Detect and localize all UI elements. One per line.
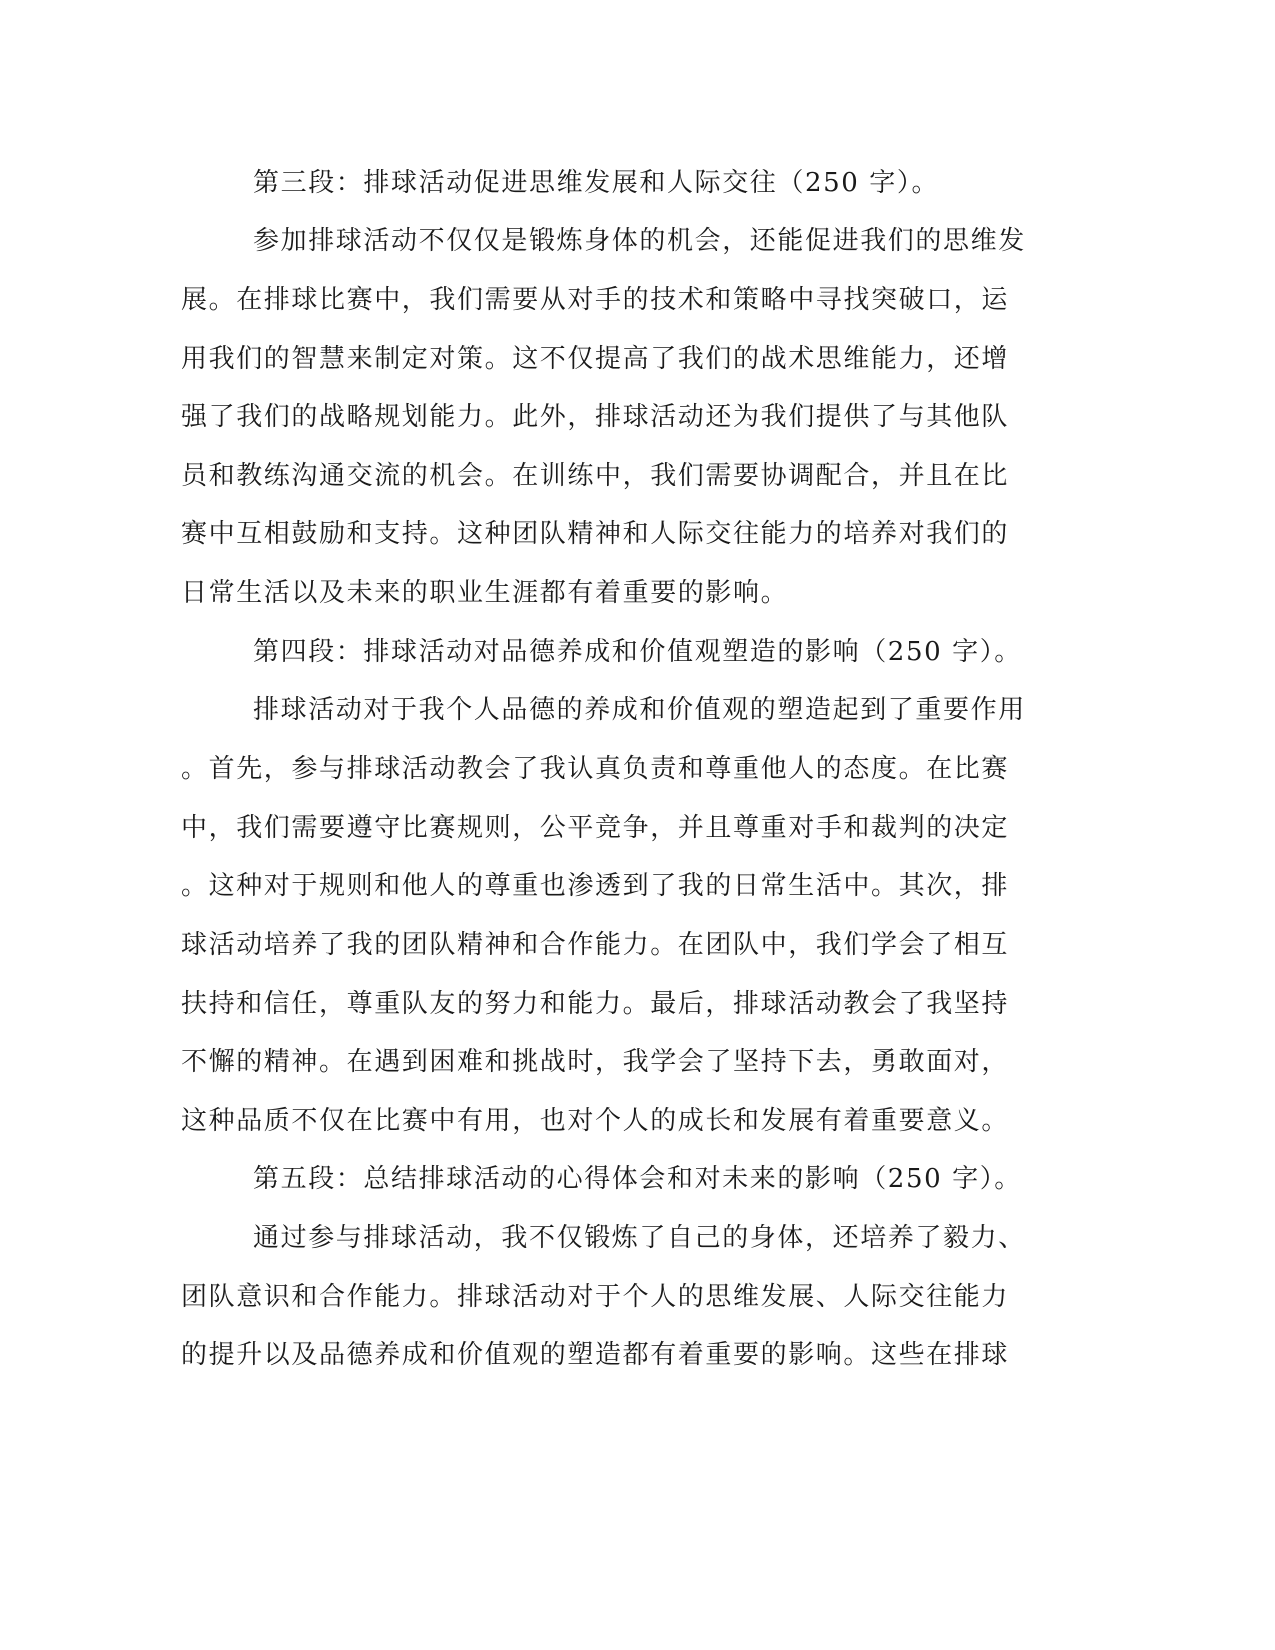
text-line: 。这种对于规则和他人的尊重也渗透到了我的日常生活中。其次，排 (181, 871, 1010, 902)
text-line: 这种品质不仅在比赛中有用，也对个人的成长和发展有着重要意义。 (181, 1105, 1010, 1136)
heading-line: 第四段：排球活动对品德养成和价值观塑造的影响（250 字）。 (253, 636, 1022, 667)
heading-line: 第三段：排球活动促进思维发展和人际交往（250 字）。 (253, 167, 940, 198)
text-line: 赛中互相鼓励和支持。这种团队精神和人际交往能力的培养对我们的 (181, 519, 1010, 550)
section-heading-3 (181, 154, 1141, 213)
text-line: 不懈的精神。在遇到困难和挑战时，我学会了坚持下去，勇敢面对， (181, 1047, 1010, 1078)
text-line: 参加排球活动不仅仅是锻炼身体的机会，还能促进我们的思维发 (253, 226, 1026, 257)
text-line: 排球活动对于我个人品德的养成和价值观的塑造起到了重要作用 (253, 695, 1026, 726)
body-paragraph-4 (181, 681, 1141, 1150)
text-line: 通过参与排球活动，我不仅锻炼了自己的身体，还培养了毅力、 (253, 1223, 1026, 1254)
text-line: 团队意识和合作能力。排球活动对于个人的思维发展、人际交往能力 (181, 1281, 1010, 1312)
document-body (181, 154, 1141, 1385)
body-paragraph-3 (181, 212, 1141, 622)
text-line: 中，我们需要遵守比赛规则，公平竞争，并且尊重对手和裁判的决定 (181, 812, 1010, 843)
section-heading-4 (181, 623, 1141, 682)
text-line: 用我们的智慧来制定对策。这不仅提高了我们的战术思维能力，还增 (181, 343, 1010, 374)
text-line: 的提升以及品德养成和价值观的塑造都有着重要的影响。这些在排球 (181, 1340, 1010, 1371)
text-line: 员和教练沟通交流的机会。在训练中，我们需要协调配合，并且在比 (181, 460, 1010, 491)
section-heading-5 (181, 1150, 1141, 1209)
heading-line: 第五段：总结排球活动的心得体会和对未来的影响（250 字）。 (253, 1164, 1022, 1195)
text-line: 强了我们的战略规划能力。此外，排球活动还为我们提供了与其他队 (181, 402, 1010, 433)
text-line: 球活动培养了我的团队精神和合作能力。在团队中，我们学会了相互 (181, 929, 1010, 960)
text-line: 。首先，参与排球活动教会了我认真负责和尊重他人的态度。在比赛 (181, 754, 1010, 784)
body-paragraph-5 (181, 1209, 1141, 1385)
text-line: 展。在排球比赛中，我们需要从对手的技术和策略中寻找突破口，运 (181, 284, 1010, 315)
text-line: 日常生活以及未来的职业生涯都有着重要的影响。 (181, 578, 789, 609)
text-line: 扶持和信任，尊重队友的努力和能力。最后，排球活动教会了我坚持 (181, 988, 1010, 1019)
